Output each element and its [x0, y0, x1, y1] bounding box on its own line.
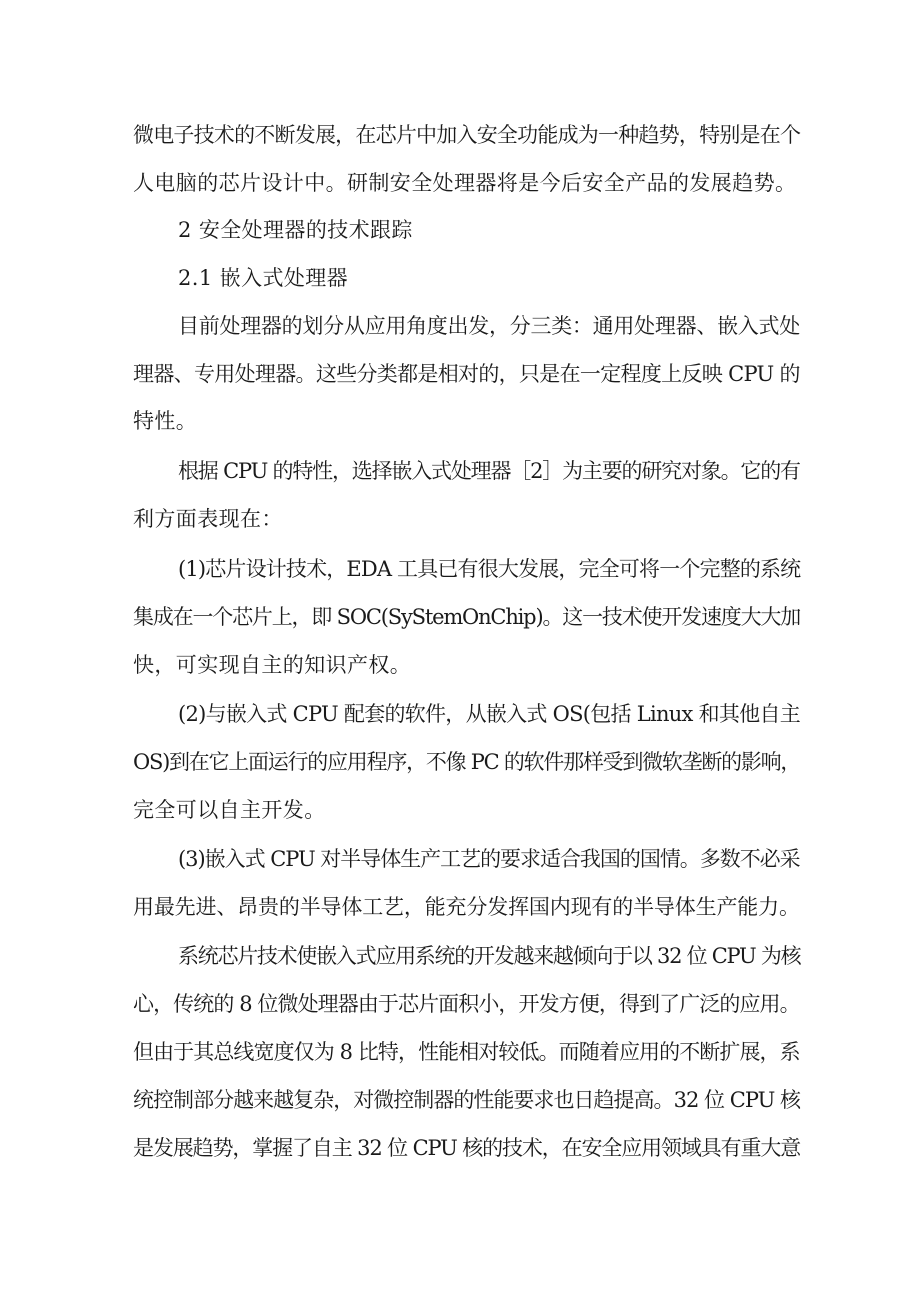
subsection-heading: 2.1 嵌入式处理器 [178, 266, 349, 290]
paragraph-line: 但由于其总线宽度仅为 8 比特，性能相对较低。而随着应用的不断扩展，系 [133, 1040, 800, 1064]
list-item-line: (1)芯片设计技术，EDA 工具已有很大发展，完全可将一个完整的系统 [178, 557, 801, 581]
paragraph-line: 是发展趋势，掌握了自主 32 位 CPU 核的技术，在安全应用领域具有重大意 [133, 1136, 801, 1160]
section-heading: 2 安全处理器的技术跟踪 [178, 218, 413, 242]
paragraph-line: 系统芯片技术使嵌入式应用系统的开发越来越倾向于以 32 位 CPU 为核 [178, 944, 801, 968]
paragraph-line: 理器、专用处理器。这些分类都是相对的，只是在一定程度上反映 CPU 的 [133, 362, 800, 386]
paragraph-line: 心，传统的 8 位微处理器由于芯片面积小，开发方便，得到了广泛的应用。 [133, 992, 800, 1016]
paragraph-line: 特性。 [133, 409, 198, 433]
list-item-line: 快，可实现自主的知识产权。 [133, 653, 412, 677]
list-item-line: (3)嵌入式 CPU 对半导体生产工艺的要求适合我国的国情。多数不必采 [178, 847, 800, 871]
list-item-line: 用最先进、昂贵的半导体工艺，能充分发挥国内现有的半导体生产能力。 [133, 895, 800, 919]
paragraph-line: 统控制部分越来越复杂，对微控制器的性能要求也日趋提高。32 位 CPU 核 [133, 1088, 801, 1112]
paragraph-line: 人电脑的芯片设计中。研制安全处理器将是今后安全产品的发展趋势。 [133, 171, 797, 195]
paragraph-line: 微电子技术的不断发展，在芯片中加入安全功能成为一种趋势，特别是在个 [133, 123, 801, 147]
list-item-line: (2)与嵌入式 CPU 配套的软件，从嵌入式 OS(包括 Linux 和其他自主 [178, 702, 800, 726]
paragraph-line: 利方面表现在： [133, 507, 283, 531]
paragraph-line: 根据 CPU 的特性，选择嵌入式处理器［2］为主要的研究对象。它的有 [178, 459, 800, 483]
list-item-line: OS)到在它上面运行的应用程序，不像 PC 的软件那样受到微软垄断的影响， [133, 750, 801, 774]
paragraph-line: 目前处理器的划分从应用角度出发，分三类：通用处理器、嵌入式处 [178, 314, 800, 338]
list-item-line: 完全可以自主开发。 [133, 798, 326, 822]
list-item-line: 集成在一个芯片上，即 SOC(SyStemOnChip)。这一技术使开发速度大大加 [133, 605, 801, 629]
